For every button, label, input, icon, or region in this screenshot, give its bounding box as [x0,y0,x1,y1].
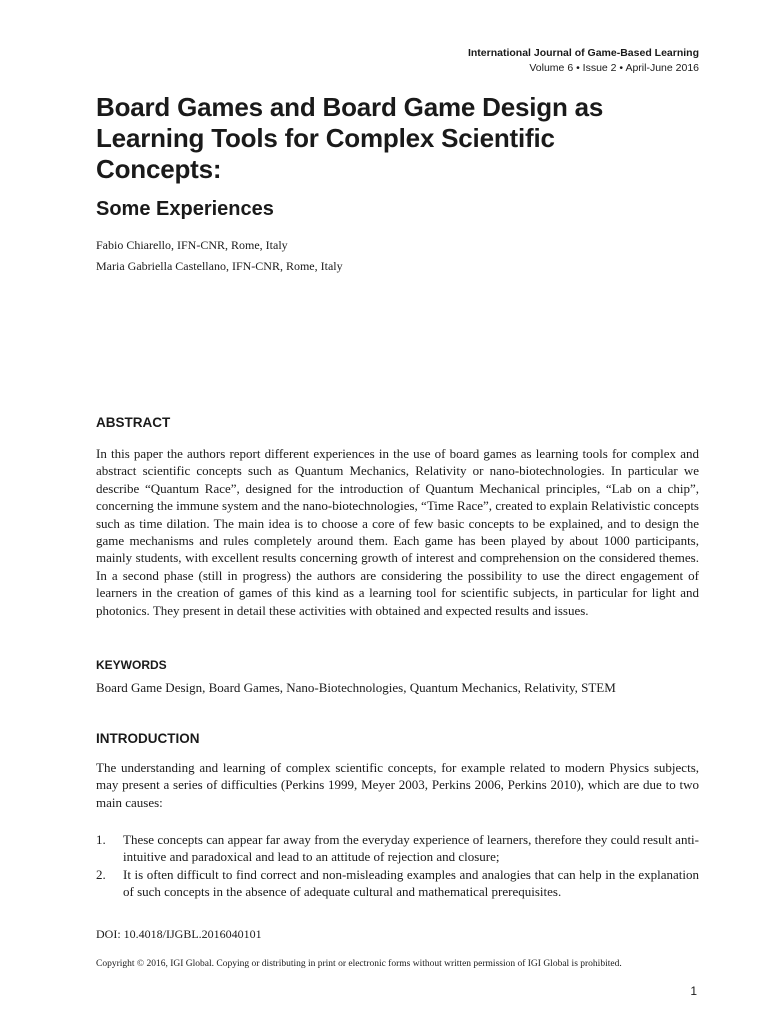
list-item-text: These concepts can appear far away from the everyday experience of learners, therefore they could result anti-intuitive and paradoxical and lead to an attitude of rejection and closure; [123,832,699,865]
journal-name: International Journal of Game-Based Learning [467,47,699,59]
keywords-text: Board Game Design, Board Games, Nano-Biotechnologies, Quantum Mechanics, Relativity, STEM [96,680,616,695]
list-item-number: 2. [96,866,106,882]
paper-title: Board Games and Board Game Design as Learning Tools for Complex Scientific Concepts: [96,92,604,184]
doi: DOI: 10.4018/IJGBL.2016040101 [96,927,262,941]
abstract-heading: ABSTRACT [96,415,171,430]
introduction-text: The understanding and learning of complex scientific concepts, for example related to modern Physics subjects, may present a series of difficulties (Perkins 1999, Meyer 2003, Perkins 2006, Perkins 2010), which are due to two main causes: [96,760,699,810]
page-number: 1 [690,984,697,998]
author-1: Fabio Chiarello, IFN-CNR, Rome, Italy [96,238,288,252]
abstract-text: In this paper the authors report different experiences in the use of board games as learning tools for complex and abstract scientific concepts such as Quantum Mechanics, Relativity or nano-biotechnologies. In particular we describe “Quantum Race”, designed for the introduction of Quantum Mechanical principles, “Lab on a chip”, concerning the immune system and the nano-biotechnologies, “Time Race”, created to explain Relativistic concepts such as time dilation. The main idea is to choose a core of few basic concepts to be explained, and to design the game mechanisms and rules completely around them. Each game has been played by about 1000 participants, mainly students, with excellent results concerning growth of interest and comprehension on the considered themes. In a second phase (still in progress) the authors are considering the possibility to use the direct engagement of learners in the creation of games of this kind as a learning tool for scientific subjects, in particular for light and photonics. They present in detail these activities with obtained and expected results and issues. [96,446,699,618]
journal-issue: Volume 6 • Issue 2 • April-June 2016 [529,62,699,74]
journal-header [468,46,699,76]
list-item-number: 1. [96,832,106,847]
author-2: Maria Gabriella Castellano, IFN-CNR, Rome, Italy [96,259,343,273]
introduction-list [96,831,699,901]
introduction-heading: INTRODUCTION [96,731,200,746]
author-list [96,235,343,277]
list-item [96,866,699,901]
list-item [96,831,699,866]
copyright-notice: Copyright © 2016, IGI Global. Copying or distributing in print or electronic forms without written permission of IGI Global is prohibited. [96,959,622,969]
list-item-text: It is often difficult to find correct and non-misleading examples and analogies that can help in the explanation of such concepts in the absence of adequate cultural and mathematical prerequisites. [123,866,699,900]
keywords-heading: KEYWORDS [96,658,167,672]
paper-subtitle: Some Experiences [96,198,274,220]
